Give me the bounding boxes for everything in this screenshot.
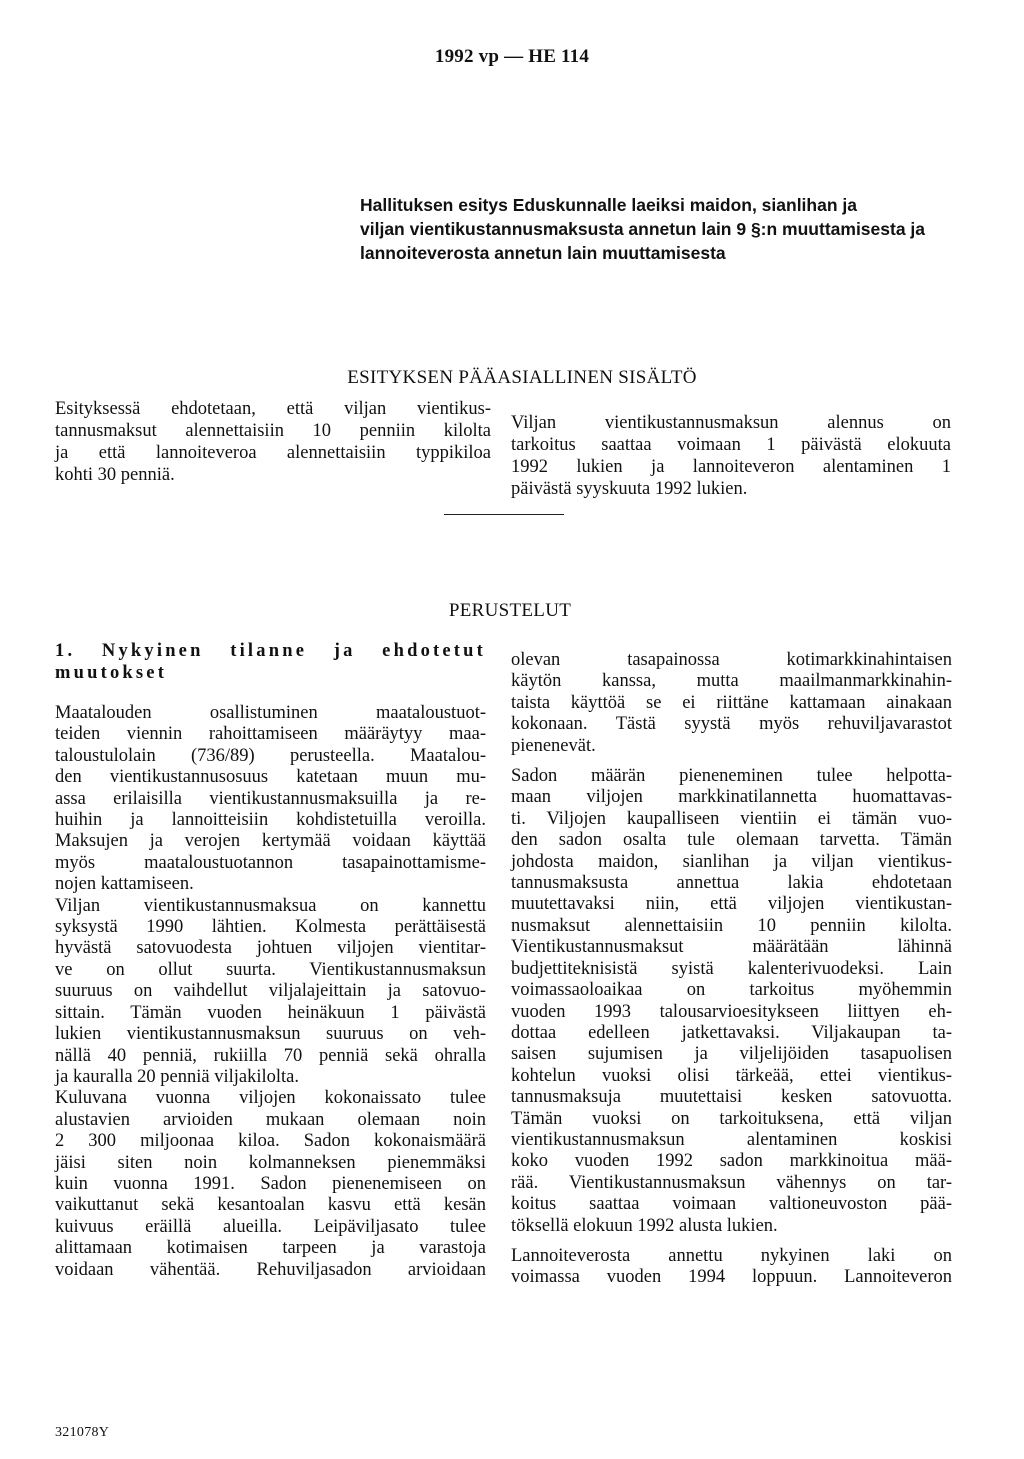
body-line: teiden viennin rahoittamiseen määräytyy maa- [55,724,486,745]
basis-heading: PERUSTELUT [448,600,572,621]
body-line: alustavien arvioiden mukaan olemaan noin [55,1109,486,1130]
body-line: ve on ollut suurta. Vientikustannusmaksun [55,959,486,980]
body-line: den vientikustannusosuus katetaan muun mu- [55,767,486,788]
body-line: vientikustannusmaksun alentaminen koskisi [511,1129,952,1150]
body-line: taloustulolain (736/89) perusteella. Maatalou- [55,745,486,766]
title-line: lannoiteverosta annetun lain muuttamisesta [360,243,726,263]
summary-line: kohti 30 penniä. [55,465,175,485]
document-title [360,193,965,265]
body-line: johdosta maidon, sianlihan ja viljan vientikus- [511,851,952,872]
section-title-line: 1. Nykyinen tilanne ja ehdotetut [55,641,486,661]
body-line: suuruus on vaihdellut viljalajeittain ja satovuo- [55,981,486,1002]
body-line: voimassa vuoden 1994 loppuun. Lannoiteveron [511,1267,952,1288]
body-line: 2 300 miljoonaa kiloa. Sadon kokonaismäärä [55,1131,486,1152]
body-line: jäisi siten noin kolmanneksen pienemmäksi [55,1152,486,1173]
body-line: koitus saattaa voimaan valtioneuvoston pää- [511,1194,952,1215]
body-line: taista käyttöä se ei riittäne kattamaan ainakaan [511,692,952,713]
body-line: Lannoiteverosta annettu nykyinen laki on [511,1245,952,1266]
body-line: Sadon määrän pieneneminen tulee helpotta- [511,766,952,787]
body-line: olevan tasapainossa kotimarkkinahintaisen [511,650,952,670]
body-right-column [511,650,952,1289]
body-line: Tämän vuoksi on tarkoituksena, että viljan [511,1108,952,1129]
body-line: den sadon osalta tule olemaan tarvetta. Tämän [511,830,952,851]
section-divider [444,514,564,515]
body-line: vaikuttanut sekä kesantoalan kasvu että kesän [55,1195,486,1216]
body-line: sittain. Tämän vuoden heinäkuun 1 päivästä [55,1002,486,1023]
body-line: assa erilaisilla vientikustannusmaksuilla ja re- [55,788,486,809]
body-line: huihin ja lannoitteisiin kohdistetuilla veroilla. [55,810,486,831]
body-line: myös maataloustuotannon tasapainottamisme- [55,852,486,873]
title-line: Hallituksen esitys Eduskunnalle laeiksi maidon, sianlihan ja [360,195,857,215]
body-line: Maksujen ja verojen kertymää voidaan käyttää [55,831,486,852]
summary-line: tannusmaksut alennettaisiin 10 penniin kilolta [55,421,491,441]
body-line: kuivuus eräillä alueilla. Leipäviljasato tulee [55,1216,486,1237]
body-line: nällä 40 penniä, rukiilla 70 penniä sekä ohralla [55,1045,486,1066]
body-line: dottaa edelleen jatkettavaksi. Viljakaupan ta- [511,1022,952,1043]
section-title-line: muutokset [55,663,168,683]
summary-heading: ESITYKSEN PÄÄASIALLINEN SISÄLTÖ [347,367,697,388]
body-line: syksystä 1990 lähtien. Kolmesta perättäisestä [55,917,486,938]
body-line: tannusmaksuja muutettaisi kesken satovuotta. [511,1087,952,1108]
body-line: vuoden 1993 talousarvioesitykseen liittyen eh- [511,1001,952,1022]
body-line: käytön kanssa, mutta maailmanmarkkinahin- [511,671,952,692]
body-line: rää. Vientikustannusmaksun vähennys on tar- [511,1172,952,1193]
summary-left-column [55,398,491,486]
print-code: 321078Y [55,1425,110,1440]
body-line: alittamaan kotimaisen tarpeen ja varastoja [55,1238,486,1259]
summary-line: päivästä syyskuuta 1992 lukien. [511,479,748,499]
body-line: kuin vuonna 1991. Sadon pienenemiseen on [55,1173,486,1194]
summary-line: ja että lannoiteveroa alennettaisiin typpikiloa [55,443,491,463]
body-line: Viljan vientikustannusmaksua on kannettu [55,895,486,916]
body-line: tannusmaksusta annettua lakia ehdotetaan [511,873,952,894]
body-left-column [55,703,486,1281]
body-line: voidaan vähentää. Rehuviljasadon arvioidaan [55,1259,486,1280]
body-line: hyvästä satovuodesta johtuen viljojen vientitar- [55,938,486,959]
body-line: Vientikustannusmaksut määrätään lähinnä [511,937,952,958]
body-line: kohtelun vuoksi olisi tärkeää, ettei vientikus- [511,1065,952,1086]
body-line: ja kauralla 20 penniä viljakilolta. [55,1066,300,1087]
body-line: muutettavaksi niin, että viljojen vientikustan- [511,894,952,915]
summary-right-column [511,412,951,500]
body-line: ti. Viljojen kaupalliseen vientiin ei tämän vuo- [511,808,952,829]
body-line: koko vuoden 1992 sadon markkinoitua mää- [511,1151,952,1172]
body-line: saisen sujumisen ja viljelijöiden tasapuolisen [511,1044,952,1065]
body-line: nojen kattamiseen. [55,874,194,895]
body-line: voimassaoloaikaa on tarkoitus myöhemmin [511,980,952,1001]
title-line: viljan vientikustannusmaksusta annetun lain 9 §:n muuttamisesta ja [360,219,926,239]
body-line: töksellä elokuun 1992 alusta lukien. [511,1215,778,1236]
body-line: lukien vientikustannusmaksun suuruus on veh- [55,1024,486,1045]
section-title [55,640,486,684]
body-line: nusmaksut alennettaisiin 10 penniin kilolta. [511,915,952,936]
body-line: kokonaan. Tästä syystä myös rehuviljavarastot [511,714,952,735]
summary-line: tarkoitus saattaa voimaan 1 päivästä elokuuta [511,435,951,455]
summary-line: 1992 lukien ja lannoiteveron alentaminen 1 [511,457,951,477]
summary-line: Viljan vientikustannusmaksun alennus on [511,413,951,433]
page-header: 1992 vp — HE 114 [434,46,590,67]
body-line: Maatalouden osallistuminen maataloustuot- [55,703,486,723]
body-line: Kuluvana vuonna viljojen kokonaissato tulee [55,1088,486,1109]
summary-line: Esityksessä ehdotetaan, että viljan vientikus- [55,399,491,419]
body-line: maan viljojen markkinatilannetta huomattavas- [511,787,952,808]
body-line: budjettiteknisistä syistä kalenterivuodeksi. Lain [511,958,952,979]
body-line: pienenevät. [511,735,596,756]
